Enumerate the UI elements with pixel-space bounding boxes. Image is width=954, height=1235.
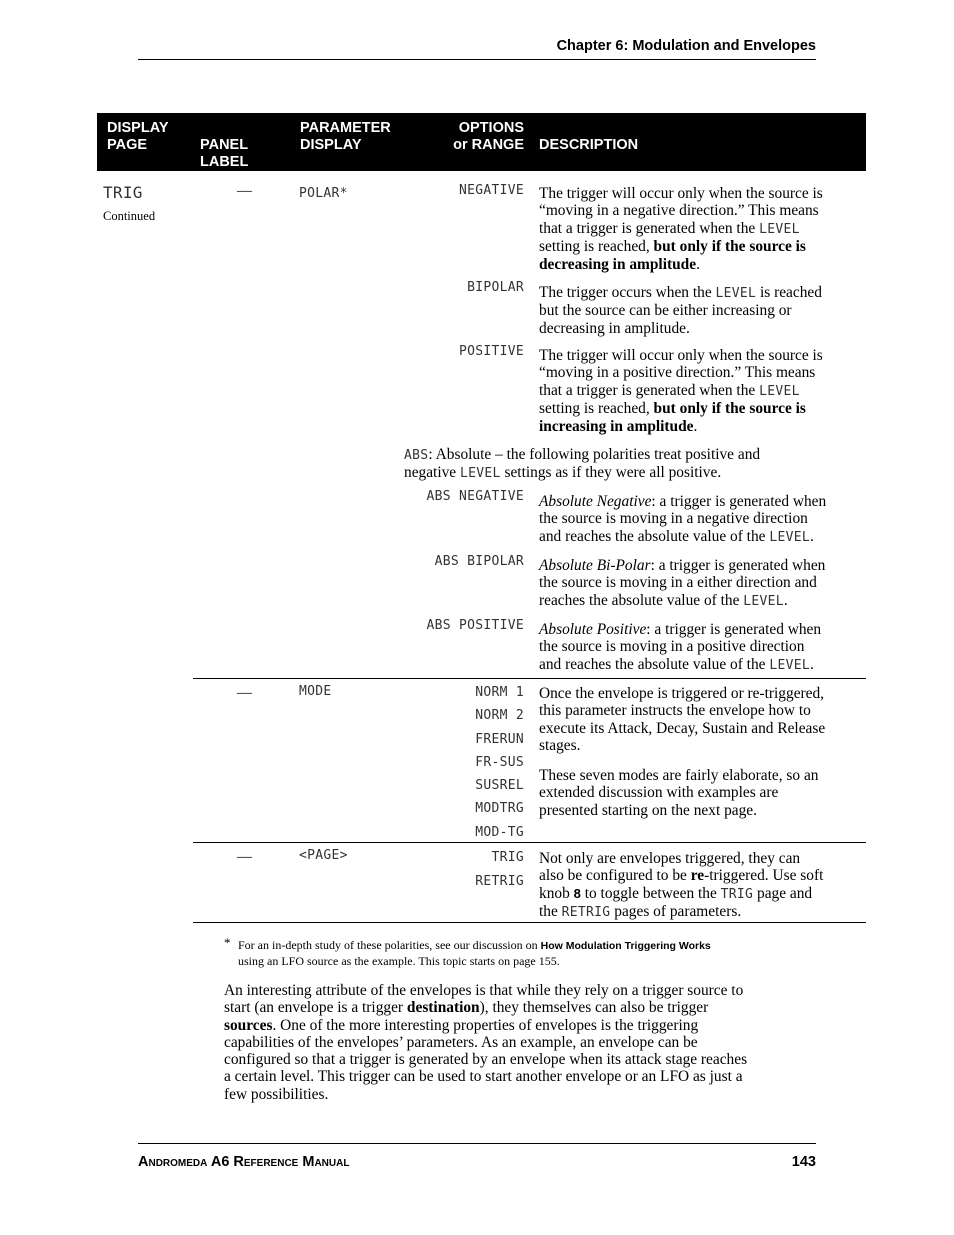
- option-bipolar: BIPOLAR: [467, 280, 524, 295]
- option-positive: POSITIVE: [458, 344, 524, 359]
- header-display-page: DISPLAY PAGE: [107, 120, 169, 153]
- option-frerun: FRERUN: [475, 731, 524, 747]
- option-negative: NEGATIVE: [458, 183, 524, 198]
- option-norm-1: NORM 1: [475, 685, 524, 700]
- option-mod-tg: MOD-TG: [475, 824, 524, 840]
- table-bottom-rule: [193, 922, 866, 923]
- page-number: 143: [791, 1154, 816, 1170]
- option-norm-2: NORM 2: [475, 708, 524, 724]
- table-header: [97, 113, 866, 171]
- header-parameter-display: PARAMETER DISPLAY: [300, 120, 391, 153]
- body-paragraph: An interesting attribute of the envelopes is that while they rely on a trigger source to start (an envelope is a trigger destination), they themselves can also be trigger sources. One of the more interesting properties of envelopes is the triggering capabilities of the envelopes’ parameters. As an example, an envelope can be configured so that a trigger is generated by an envelope when its attack stage reaches a certain level. This trigger can be used to start another envelope or an LFO as just a few possibilities.: [224, 982, 748, 1103]
- page-options-list: [324, 846, 524, 893]
- option-modtrg: MODTRG: [475, 801, 524, 817]
- panel-label-dash: —: [237, 183, 252, 199]
- footnote-marker: *: [224, 935, 231, 950]
- desc-mode-extra: These seven modes are fairly elaborate, so an extended discussion with examples are presented starting on the next page.: [539, 767, 819, 819]
- footnote-reference: How Modulation Triggering Works: [540, 940, 711, 952]
- manual-title: Andromeda A6 Reference Manual: [138, 1154, 350, 1170]
- header-description: DESCRIPTION: [539, 137, 639, 153]
- desc-negative: The trigger will occur only when the source is “moving in a negative direction.” This means that a trigger is generated when the LEVEL setting is reached, but only if the source is decreasing in amplitude.: [539, 185, 823, 273]
- row-divider: [193, 842, 866, 843]
- option-abs-bipolar: ABS BIPOLAR: [434, 554, 524, 569]
- desc-abs-negative: Absolute Negative: a trigger is generated when the source is moving in a negative direction and reaches the absolute value of the LEVEL.: [539, 493, 827, 545]
- desc-abs-positive: Absolute Positive: a trigger is generated when the source is moving in a positive direction and reaches the absolute value of the LEVEL.: [539, 621, 822, 673]
- option-fr-sus: FR-SUS: [475, 754, 524, 770]
- panel-label-dash: —: [237, 849, 252, 865]
- row-divider: [193, 678, 866, 679]
- desc-abs-bipolar: Absolute Bi-Polar: a trigger is generated when the source is moving in a either direction and reaches the absolute value of the LEVEL.: [539, 557, 826, 609]
- option-susrel: SUSREL: [475, 778, 524, 794]
- desc-bipolar: The trigger occurs when the LEVEL is reached but the source can be either increasing or decreasing in amplitude.: [539, 284, 822, 337]
- header-panel-label: PANEL LABEL: [200, 137, 249, 170]
- param-mode: MODE: [299, 684, 332, 699]
- panel-label-dash: —: [237, 685, 252, 701]
- option-abs-positive: ABS POSITIVE: [426, 618, 524, 633]
- option-abs-negative: ABS NEGATIVE: [426, 489, 524, 504]
- param-polar: POLAR*: [299, 186, 348, 201]
- header-options-range: OPTIONS or RANGE: [453, 120, 524, 153]
- chapter-title: Chapter 6: Modulation and Envelopes: [556, 38, 816, 54]
- param-page: <PAGE>: [299, 848, 348, 863]
- option-trig: TRIG: [491, 850, 524, 865]
- footer-rule: [138, 1143, 816, 1144]
- header-rule: [138, 59, 816, 60]
- desc-page: Not only are envelopes triggered, they can also be configured to be re-triggered. Use soft knob 8 to toggle between the TRIG page and the RETRIG pages of parameters.: [539, 850, 824, 921]
- continued-label: Continued: [103, 209, 156, 223]
- desc-mode: Once the envelope is triggered or re-triggered, this parameter instructs the envelope how to execute its Attack, Decay, Sustain and Release stages.: [539, 685, 826, 755]
- option-retrig: RETRIG: [475, 873, 524, 889]
- mode-options-list: [324, 681, 524, 844]
- desc-positive: The trigger will occur only when the source is “moving in a positive direction.” This means that a trigger is generated when the LEVEL setting is reached, but only if the source is increasing in amplitude.: [539, 347, 823, 435]
- abs-note: ABS: Absolute – the following polarities treat positive and negative LEVEL settings as if they were all positive.: [404, 446, 761, 482]
- display-page-trig: TRIG: [103, 183, 143, 202]
